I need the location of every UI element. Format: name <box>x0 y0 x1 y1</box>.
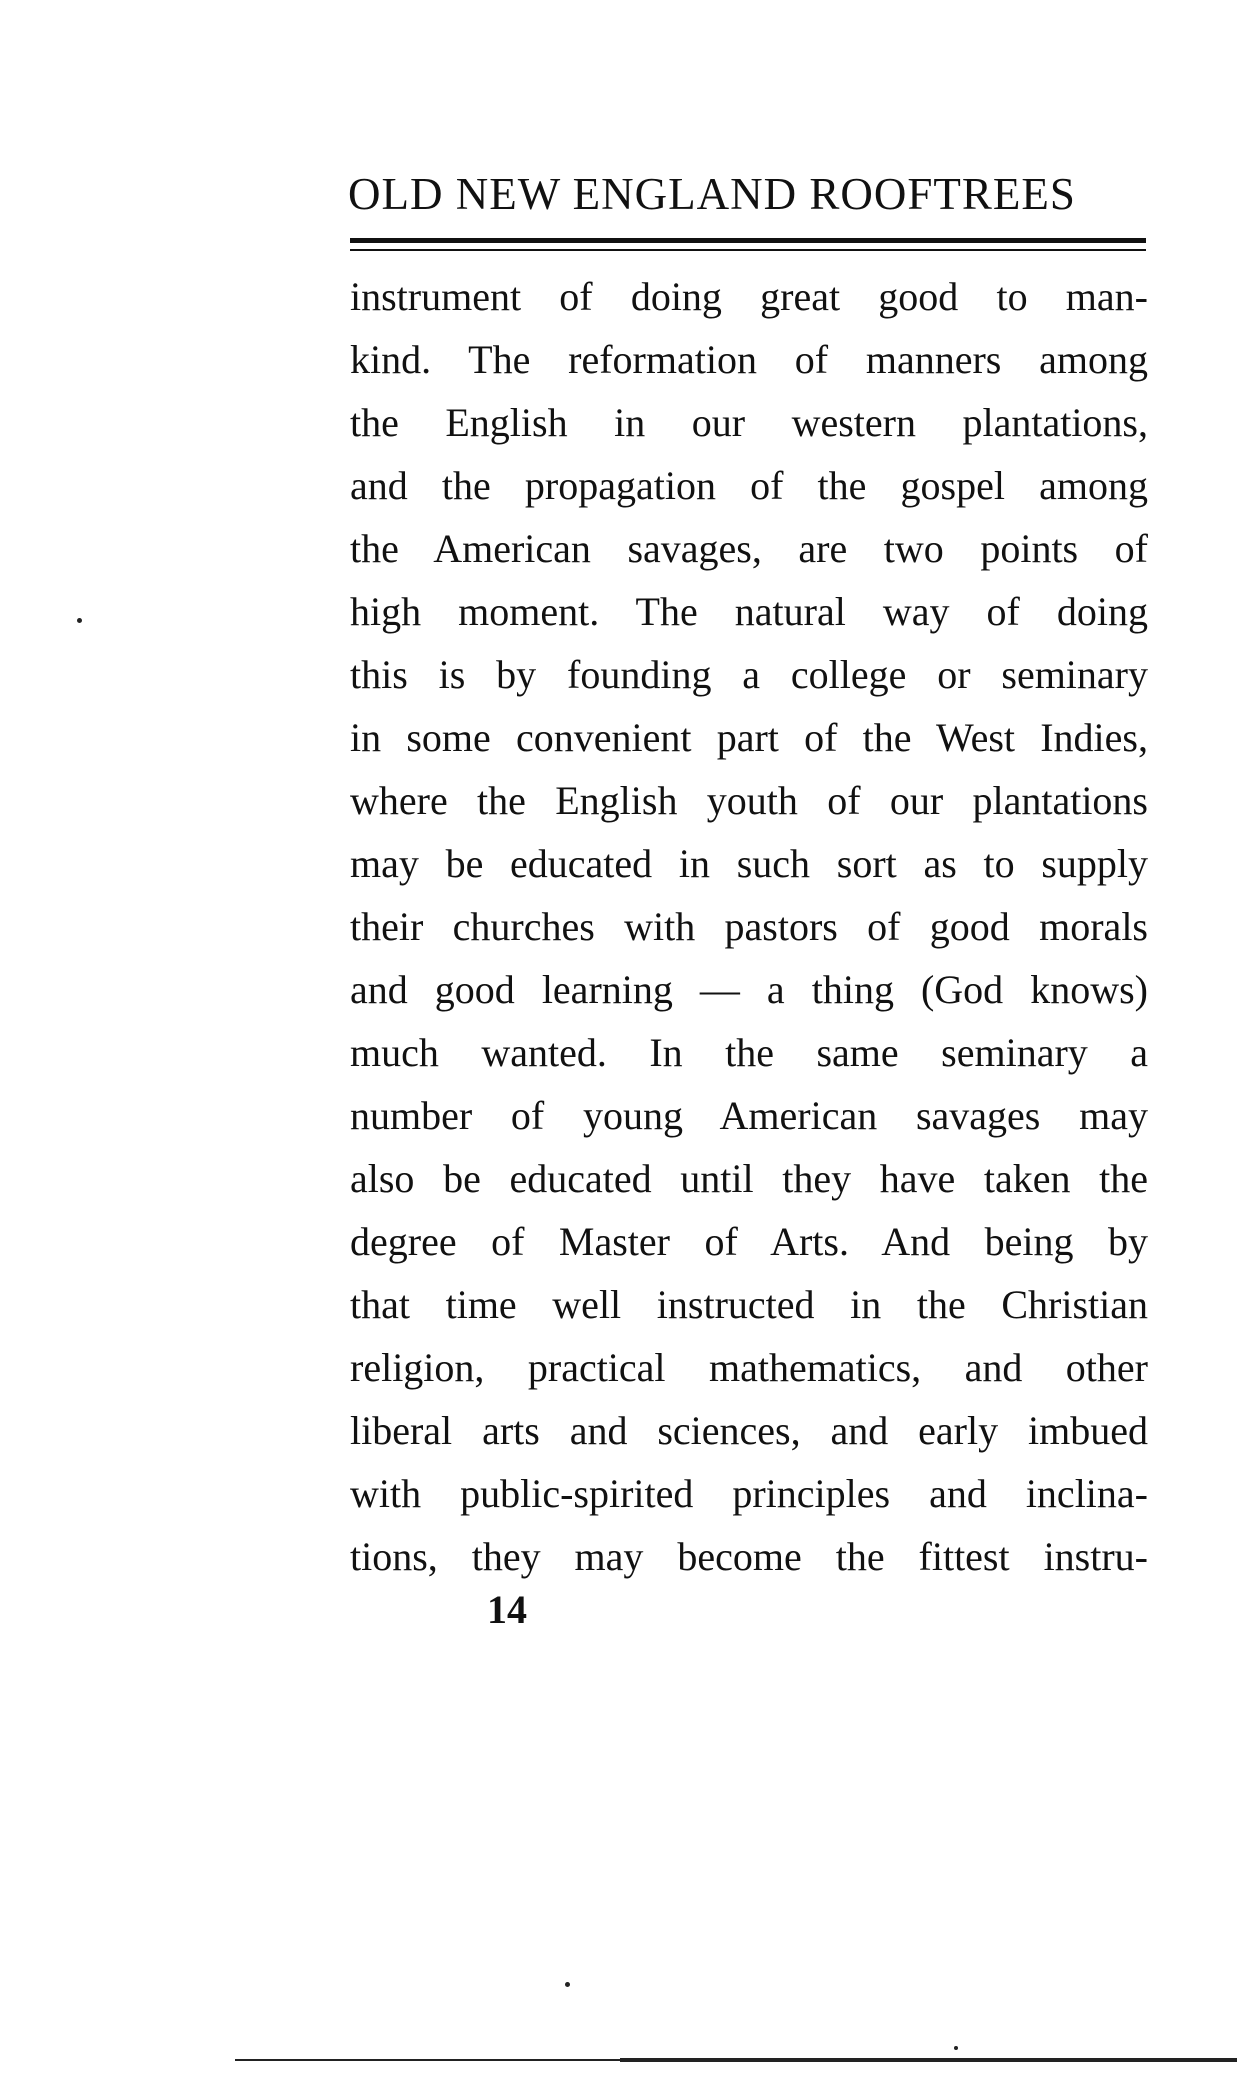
ink-speck <box>565 1982 570 1987</box>
text-line: where the English youth of our plantations <box>350 778 1148 823</box>
text-line: the American savages, are two points of <box>350 526 1148 571</box>
header-rule-thick <box>350 238 1146 243</box>
text-line: and the propagation of the gospel among <box>350 463 1148 508</box>
text-line: the English in our western plantations, <box>350 400 1148 445</box>
text-line: number of young American savages may <box>350 1093 1148 1138</box>
ink-speck <box>77 618 82 623</box>
ink-speck <box>954 2046 958 2050</box>
page-number: 14 <box>487 1587 527 1632</box>
text-line: may be educated in such sort as to supply <box>350 841 1148 886</box>
text-line: that time well instructed in the Christian <box>350 1282 1148 1327</box>
text-line: also be educated until they have taken the <box>350 1156 1148 1201</box>
bottom-edge-rule-thick <box>620 2058 1237 2062</box>
text-line: liberal arts and sciences, and early imbued <box>350 1408 1148 1453</box>
text-line: instrument of doing great good to man- <box>350 274 1148 319</box>
text-line: religion, practical mathematics, and other <box>350 1345 1148 1390</box>
text-line: their churches with pastors of good morals <box>350 904 1148 949</box>
text-line: much wanted. In the same seminary a <box>350 1030 1148 1075</box>
text-line: degree of Master of Arts. And being by <box>350 1219 1148 1264</box>
text-line: high moment. The natural way of doing <box>350 589 1148 634</box>
text-line: kind. The reformation of manners among <box>350 337 1148 382</box>
running-head: OLD NEW ENGLAND ROOFTREES <box>348 169 1076 219</box>
text-line: in some convenient part of the West Indies, <box>350 715 1148 760</box>
text-line: and good learning — a thing (God knows) <box>350 967 1148 1012</box>
header-rule-thin <box>350 249 1146 251</box>
text-line: tions, they may become the fittest instru- <box>350 1534 1148 1579</box>
text-line: this is by founding a college or seminary <box>350 652 1148 697</box>
text-line: with public-spirited principles and inclina- <box>350 1471 1148 1516</box>
body-paragraph <box>350 265 1148 1588</box>
